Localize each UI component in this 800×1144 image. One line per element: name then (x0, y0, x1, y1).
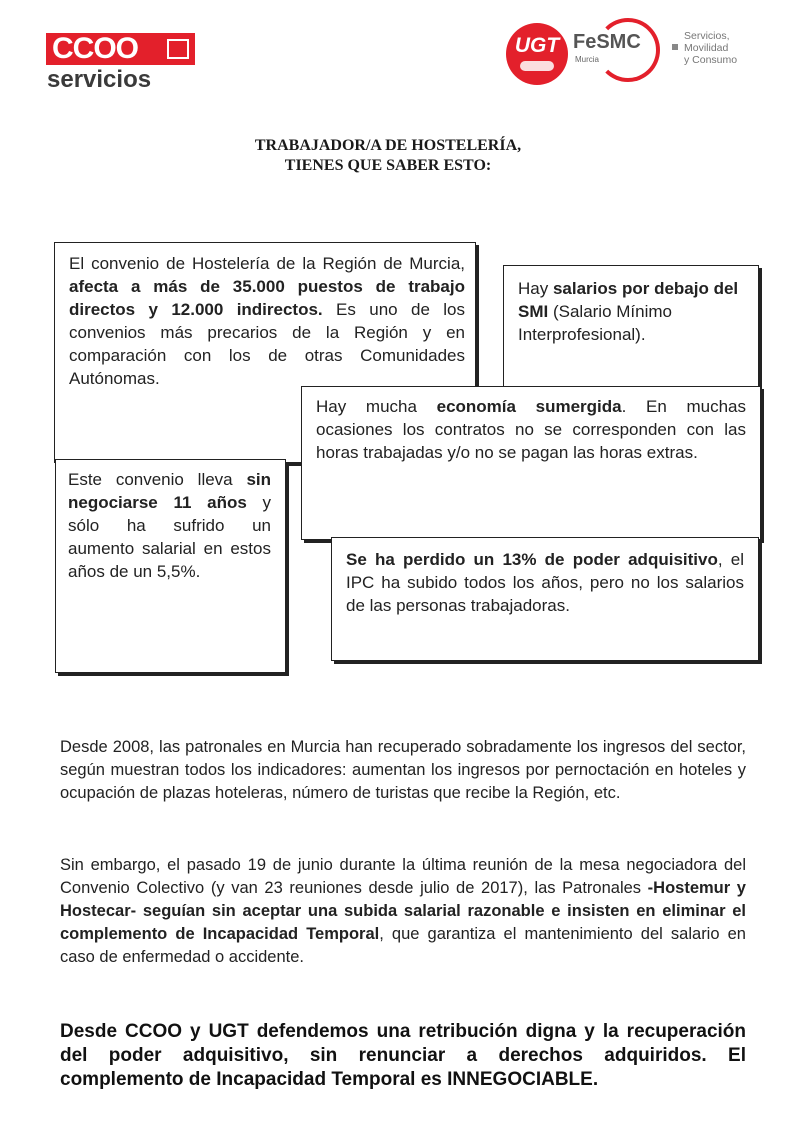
bullet-icon (672, 44, 678, 50)
paragraph-bold-text: -Hostemur y Hostecar- seguían sin aceptar una subida salarial razonable e insisten en eliminar el complemento de Incapacidad Temporal (60, 879, 746, 943)
box-text: , el IPC ha subido todos los años, pero no los salarios de las personas trabajadoras. (346, 550, 744, 615)
paragraph-text: , que garantiza el mantenimiento del salario en caso de enfermedad o accidente. (60, 925, 746, 966)
box-text: . En muchas ocasiones los contratos no se corresponden con las horas trabajadas y/o no se pagan las horas extras. (316, 397, 746, 462)
conclusion-text: Desde CCOO y UGT defendemos una retribución digna y la recuperación del poder adquisitivo, sin renunciar a derechos adquiridos. El complemento de Incapacidad Temporal es INNEGOCIABLE. (60, 1021, 746, 1090)
box-bold-text: sin negociarse 11 años (68, 470, 271, 512)
ccoo-logo-text: CCOO (52, 32, 138, 65)
ugt-logo (506, 23, 568, 85)
box-text: Este convenio lleva (68, 470, 247, 489)
paragraph-patronales (60, 736, 746, 805)
info-box-sin-negociar (55, 459, 286, 673)
box-bold-text: economía sumergida (436, 397, 622, 416)
info-box-smi (503, 265, 759, 388)
ccoo-logo (46, 33, 195, 65)
paragraph-text: Sin embargo, el pasado 19 de junio durante la última reunión de la mesa negociadora del Convenio Colectivo (y van 23 reuniones desde julio de 2017), las Patronales (60, 856, 746, 897)
paragraph-conclusion (60, 1020, 746, 1092)
title-line-1: TRABAJADOR/A DE HOSTELERÍA, (254, 137, 522, 154)
paragraph-text: Desde 2008, las patronales en Murcia han recuperado sobradamente los ingresos del sector, según muestran todos los indicadores: aumentan los ingresos por pernoctación en hoteles y ocupación de plazas hoteleras, número de turistas que recibe la Región, etc. (60, 738, 746, 802)
tagline-line: Movilidad (684, 42, 729, 54)
box-text: (Salario Mínimo Interprofesional). (518, 302, 672, 344)
info-box-poder-adquisitivo (331, 537, 759, 661)
fesmc-region: Murcia (575, 55, 600, 64)
info-box-economia-sumergida (301, 386, 761, 540)
box-text: Hay mucha (316, 397, 437, 416)
box-text: Hay (518, 279, 553, 298)
fesmc-tagline (684, 30, 737, 66)
box-text: Es uno de los convenios más precarios de la Región y en comparación con los de otras Comunidades Autónomas. (69, 300, 465, 388)
fesmc-label: FeSMC (573, 31, 641, 53)
tagline-line: y Consumo (684, 54, 738, 66)
page-title (0, 136, 776, 176)
ccoo-sub-label: servicios (47, 66, 152, 93)
title-line-2: TIENES QUE SABER ESTO: (284, 157, 492, 174)
box-bold-text: salarios por debajo del SMI (518, 279, 739, 321)
ugt-logo-text: UGT (514, 34, 560, 57)
ccoo-square-icon (167, 39, 189, 59)
box-bold-text: afecta a más de 35.000 puestos de trabajo directos y 12.000 indirectos. (69, 277, 465, 319)
paragraph-negociacion (60, 854, 746, 969)
box-text: El convenio de Hostelería de la Región de Murcia, (69, 254, 465, 273)
tagline-line: Servicios, (684, 30, 730, 42)
box-text: y sólo ha sufrido un aumento salarial en estos años de un 5,5%. (68, 493, 271, 581)
handshake-icon (520, 61, 554, 71)
box-bold-text: Se ha perdido un 13% de poder adquisitivo (346, 550, 718, 569)
